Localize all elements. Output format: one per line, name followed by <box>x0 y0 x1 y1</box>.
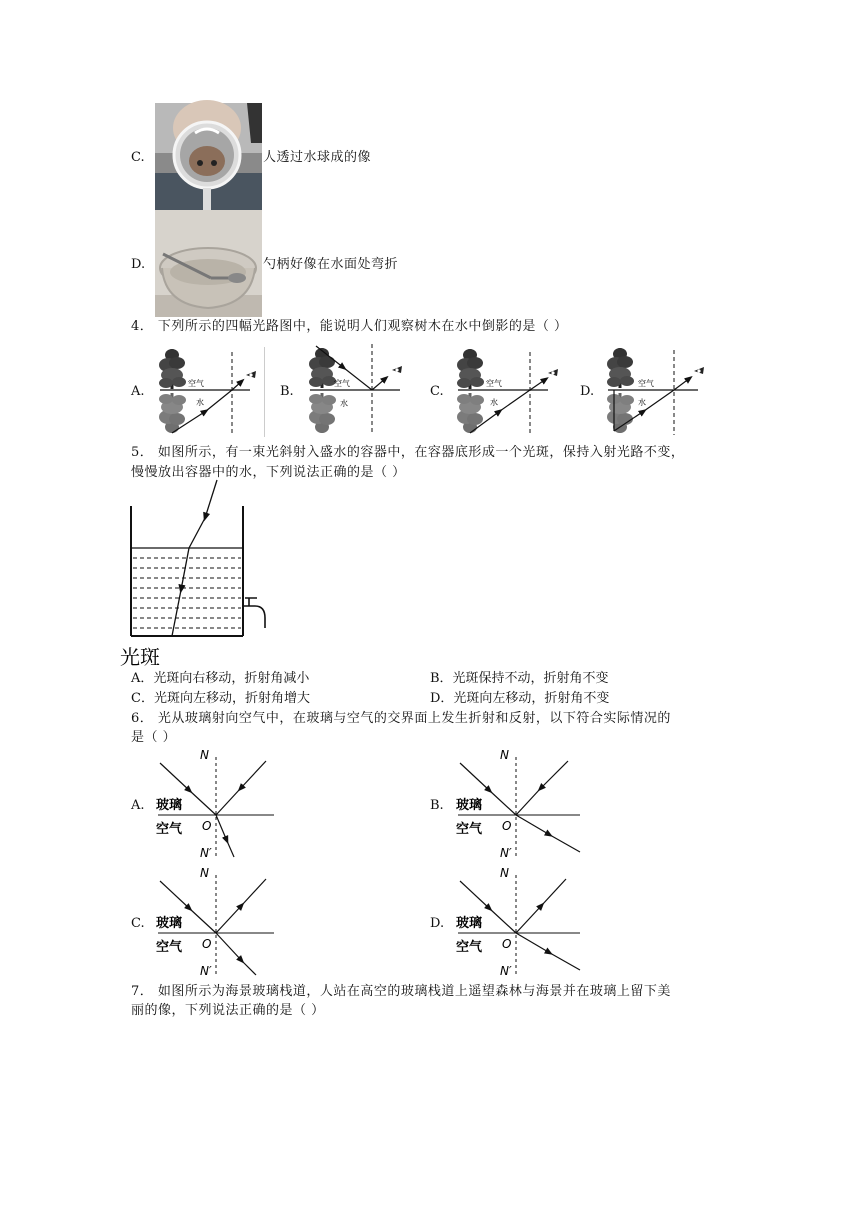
q6-option-d-diagram <box>450 863 590 978</box>
q4-b-air-label: 空气 <box>334 379 350 388</box>
q4-stem: 4． 下列所示的四幅光路图中，能说明人们观察树木在水中倒影的是（ ） <box>131 319 568 334</box>
q6-option-b-label: B. <box>430 798 444 813</box>
q6-c-n-label: N <box>200 866 209 880</box>
q7-stem-line2: 丽的像，下列说法正确的是（ ） <box>131 1003 325 1018</box>
q4-option-c-label: C. <box>430 384 444 399</box>
q6-d-air-label: 空气 <box>456 940 483 955</box>
q5-option-a: A．光斑向右移动，折射角减小 <box>131 671 310 686</box>
q4-b-water-label: 水 <box>340 399 348 408</box>
q5-option-b: B．光斑保持不动，折射角不变 <box>430 671 609 686</box>
q5-option-d: D．光斑向左移动，折射角不变 <box>430 691 610 706</box>
q6-option-c-diagram <box>150 863 280 978</box>
q4-a-air-label: 空气 <box>188 379 204 388</box>
spoon-in-water-image <box>155 210 262 317</box>
q6-a-n-label: N <box>200 748 209 762</box>
q6-stem-line1: 6． 光从玻璃射向空气中，在玻璃与空气的交界面上发生折射和反射，以下符合实际情况的 <box>131 711 671 726</box>
q6-stem-line2: 是（ ） <box>131 730 177 745</box>
q6-b-o-label: O <box>502 819 512 833</box>
q6-d-glass-label: 玻璃 <box>456 916 483 931</box>
q4-option-d-diagram <box>598 345 713 437</box>
q6-d-n2-label: N′ <box>500 964 512 978</box>
q6-d-n-label: N <box>500 866 509 880</box>
spoon-photo <box>155 210 262 317</box>
q6-option-a-label: A. <box>131 798 145 813</box>
q4-option-b-label: B. <box>280 384 294 399</box>
q4-option-a-diagram <box>150 347 265 437</box>
divider <box>264 347 265 437</box>
q5-option-c: C．光斑向左移动，折射角增大 <box>131 691 310 706</box>
q6-b-air-label: 空气 <box>456 822 483 837</box>
water-ball-photo <box>155 103 262 210</box>
q6-option-a-diagram <box>150 745 280 860</box>
q6-c-glass-label: 玻璃 <box>156 916 183 931</box>
q6-b-n-label: N <box>500 748 509 762</box>
q5-spot-label: 光斑 <box>120 645 160 669</box>
q3-option-d-label: D. <box>131 257 146 272</box>
q4-d-water-label: 水 <box>638 398 646 407</box>
q7-stem-line1: 7． 如图所示为海景玻璃栈道，人站在高空的玻璃栈道上遥望森林与海景并在玻璃上留下美 <box>131 984 671 999</box>
q6-c-n2-label: N′ <box>200 964 212 978</box>
q6-b-glass-label: 玻璃 <box>456 798 483 813</box>
water-ball-image <box>155 103 262 210</box>
q6-d-o-label: O <box>502 937 512 951</box>
q6-option-d-label: D. <box>430 916 445 931</box>
q6-a-air-label: 空气 <box>156 822 183 837</box>
q6-a-o-label: O <box>202 819 212 833</box>
q4-option-b-diagram <box>300 342 415 437</box>
q6-b-n2-label: N′ <box>500 846 512 860</box>
q4-d-air-label: 空气 <box>638 379 654 388</box>
q4-option-a-label: A. <box>131 384 145 399</box>
q5-stem-line1: 5． 如图所示，有一束光斜射入盛水的容器中，在容器底形成一个光斑，保持入射光路不变， <box>131 445 685 460</box>
q5-container-diagram <box>120 478 275 669</box>
q6-c-o-label: O <box>202 937 212 951</box>
q4-option-d-label: D. <box>580 384 595 399</box>
q6-a-n2-label: N′ <box>200 846 212 860</box>
q6-a-glass-label: 玻璃 <box>156 798 183 813</box>
q4-c-air-label: 空气 <box>486 379 502 388</box>
q5-stem-line2: 慢慢放出容器中的水，下列说法正确的是（ ） <box>131 465 406 480</box>
q3-option-c-text: 人透过水球成的像 <box>263 150 372 165</box>
q4-c-water-label: 水 <box>490 398 498 407</box>
q4-a-water-label: 水 <box>196 398 204 407</box>
q3-option-c-label: C. <box>131 150 145 165</box>
q3-option-d-text: 勺柄好像在水面处弯折 <box>263 257 399 272</box>
q6-c-air-label: 空气 <box>156 940 183 955</box>
q4-option-c-diagram <box>448 347 563 437</box>
q6-option-c-label: C. <box>131 916 145 931</box>
q6-option-b-diagram <box>450 745 590 860</box>
